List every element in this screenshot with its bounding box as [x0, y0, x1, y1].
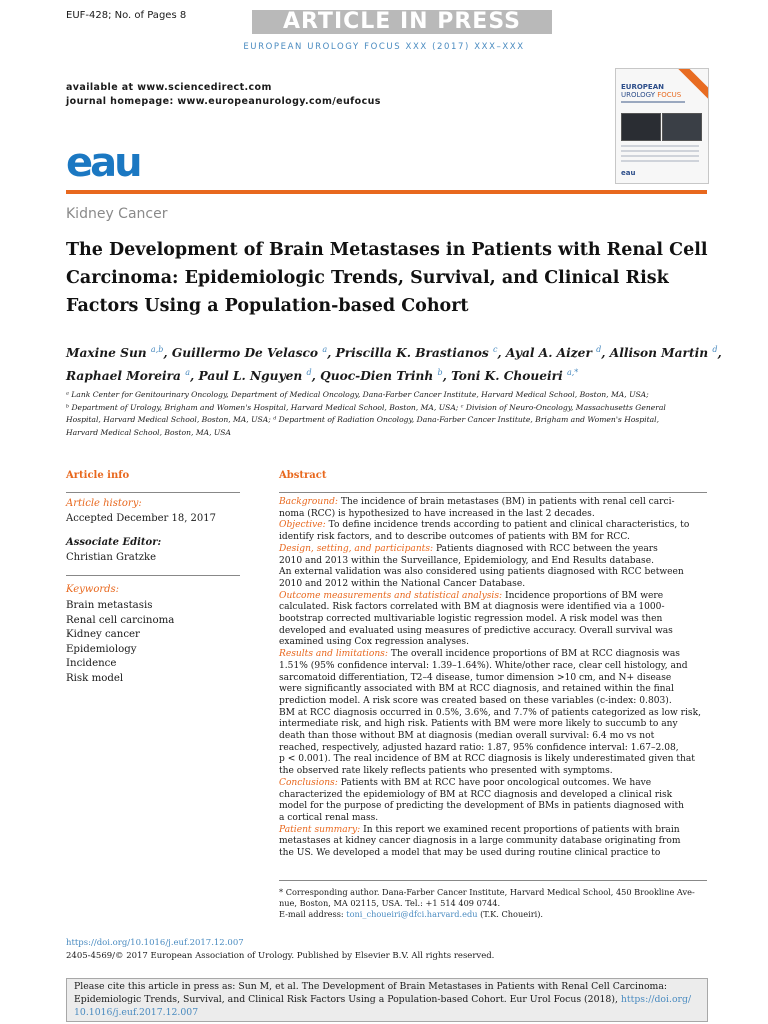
corresponding-author-note [279, 887, 709, 920]
abstract-line: the US. We developed a model that may be used during routine clinical practice to [279, 848, 661, 859]
journal-homepage-link[interactable]: journal homepage: www.europeanurology.com/eufocus [66, 96, 381, 107]
author-name: Guillermo De Velasco [171, 346, 319, 361]
article-history-value: Accepted December 18, 2017 [66, 513, 217, 524]
article-title [66, 236, 716, 320]
author-line: Raphael Moreira $^a$, Paul L. Nguyen $^d$, Quoc-Dien Trinh $^b$, Toni K. Choueiri $^{a,*}$ [66, 368, 579, 384]
abstract-line [279, 825, 709, 837]
corresponding-line: nue, Boston, MA 02115, USA. Tel.: +1 514 409 0744. [279, 898, 501, 908]
abstract-line: developed and evaluated using measures of predictive accuracy. Overall survival was [279, 625, 673, 636]
keyword-item: Renal cell carcinoma [66, 614, 175, 626]
copyright-line: 2405-4569/© 2017 European Association of Urology. Published by Elsevier B.V. All rights reserved. [66, 951, 495, 961]
author-affiliation-marker[interactable]: a,b [150, 345, 164, 354]
article-history-label: Article history: [66, 498, 142, 509]
title-line: The Development of Brain Metastases in Patients with Renal Cell [66, 240, 708, 260]
keyword-item: Epidemiology [66, 643, 137, 655]
author-affiliation-marker[interactable]: a [185, 368, 190, 378]
abstract-line: characterized the epidemiology of BM at RCC diagnosis and developed a clinical risk [279, 789, 673, 800]
keyword-list [66, 599, 174, 687]
abstract-line: were significantly associated with BM at RCC diagnosis, and retained within the final [279, 684, 674, 695]
conclusions-label: Conclusions: [279, 777, 338, 788]
email-link[interactable]: toni_choueiri@dfci.harvard.edu [346, 909, 478, 919]
abstract-text: In this report we examined recent proportions of patients with brain [363, 824, 680, 835]
abstract-text: The overall incidence proportions of BM at RCC diagnosis was [390, 649, 680, 660]
affiliation-line: Harvard Medical School, Boston, MA, USA [66, 427, 231, 437]
abstract-text: To define incidence trends according to patient and clinical characteristics, to [328, 520, 690, 531]
abstract-line: 2010 and 2013 within the Surveillance, Epidemiology, and End Results database. [279, 555, 654, 566]
article-info-rule [66, 492, 240, 493]
cover-title-focus: FOCUS [657, 91, 682, 99]
editor-rule [66, 575, 240, 576]
results-label: Results and limitations: [279, 649, 388, 660]
author-name: Toni K. Choueiri [451, 369, 563, 384]
title-line: Carcinoma: Epidemiologic Trends, Survival, and Clinical Risk [66, 268, 669, 288]
abstract-line [279, 649, 709, 661]
background-label: Background: [279, 497, 338, 507]
cover-title-line2 [621, 91, 681, 99]
citation-doi-link[interactable]: https://doi.org/ [620, 994, 692, 1005]
author-name: Raphael Moreira [66, 369, 181, 384]
keyword-item: Incidence [66, 658, 117, 670]
abstract-text: Patients with BM at RCC have poor oncological outcomes. We have [340, 777, 652, 788]
abstract-line: metastases at kidney cancer diagnosis in a large community database originating from [279, 836, 681, 847]
abstract-line: reached, respectively, adjusted hazard ratio: 1.87, 95% confidence interval: 1.67–2.08, [279, 742, 679, 753]
author-line: Maxine Sun $^{a,b}$, Guillermo De Velasco $^a$, Priscilla K. Brastianos $^c$, Ayal A. Aizer $^d$, Allison Martin $^d$, [66, 345, 722, 361]
patient-summary-label: Patient summary: [279, 824, 361, 835]
abstract-line: examined using Cox regression analyses. [279, 637, 469, 648]
abstract-text: Incidence proportions of BM were [504, 590, 664, 601]
abstract-line: sarcomatoid differentiation, T2–4 disease, tumor dimension >10 cm, and N+ disease [279, 672, 672, 683]
design-label: Design, setting, and participants: [279, 543, 434, 554]
author-affiliation-marker[interactable]: a [322, 345, 328, 354]
outcome-label: Outcome measurements and statistical analysis: [279, 590, 503, 601]
keyword-item: Kidney cancer [66, 629, 140, 641]
author-name: Allison Martin [609, 346, 709, 361]
citation-doi-link-cont[interactable]: 10.1016/j.euf.2017.12.007 [74, 1007, 199, 1018]
abstract-line: 1.51% (95% confidence interval: 1.39–1.64%). White/other race, clear cell histology, and [279, 660, 688, 671]
journal-reference: EUROPEAN UROLOGY FOCUS XXX (2017) XXX–XXX [243, 42, 525, 52]
citation-text [74, 980, 704, 1019]
abstract-line: bootstrap corrected multivariable logistic regression model. A risk model was then [279, 614, 663, 625]
keywords-label: Keywords: [66, 584, 120, 595]
abstract-line: intermediate risk, and high risk. Patients with BM were more likely to succumb to any [279, 719, 678, 730]
author-affiliation-marker[interactable]: d [306, 368, 312, 378]
abstract-rule [279, 492, 707, 493]
citation-text-part: Epidemiologic Trends, Survival, and Clinical Risk Factors Using a Population-based Cohort. Eur Urol Focus (2018), [74, 994, 621, 1005]
abstract-line: a cortical renal mass. [279, 812, 379, 823]
cover-logo: eau [621, 169, 636, 177]
author-affiliation-marker[interactable]: c [492, 345, 498, 354]
sciencedirect-link[interactable]: available at www.sciencedirect.com [66, 82, 272, 93]
cover-title-line1: EUROPEAN [621, 83, 664, 91]
document-id: EUF-428; No. of Pages 8 [66, 10, 187, 21]
abstract-line [279, 520, 709, 532]
abstract-line [279, 591, 709, 603]
citation-line: Please cite this article in press as: Sun M, et al. The Development of Brain Metastases in Patients with Renal Cell Carcinoma: [74, 981, 668, 992]
author-affiliation-marker[interactable]: a,* [566, 368, 579, 378]
doi-link[interactable]: https://doi.org/10.1016/j.euf.2017.12.007 [66, 938, 244, 948]
citation-line [74, 1006, 704, 1019]
affiliations [66, 389, 711, 439]
keyword-item: Risk model [66, 672, 124, 684]
abstract-line: An external validation was also considered using patients diagnosed with RCC between [279, 567, 684, 578]
abstract-line [279, 544, 709, 556]
abstract-line: BM at RCC diagnosis occurred in 0.5%, 3.6%, and 7.7% of patients categorized as low risk, [279, 707, 701, 718]
abstract-body [279, 497, 709, 860]
header-divider [66, 190, 707, 194]
abstract-line: the observed rate likely reflects patients who presented with symptoms. [279, 766, 613, 777]
abstract-line: 2010 and 2012 within the National Cancer Database. [279, 578, 526, 589]
author-list [66, 340, 722, 386]
associate-editor-value: Christian Gratzke [66, 552, 156, 563]
journal-cover-thumbnail[interactable] [615, 68, 709, 184]
author-affiliation-marker[interactable]: d [596, 345, 602, 354]
abstract-line: death than those without BM at diagnosis (median overall survival: 6.4 mo vs not [279, 731, 655, 742]
author-name: Ayal A. Aizer [505, 346, 592, 361]
eau-logo-text: eau [66, 143, 140, 183]
affiliation-line: ᵃ Lank Center for Genitourinary Oncology, Department of Medical Oncology, Dana-Farber Cancer Institute, Harvard Medical School, Boston, MA, USA; [66, 390, 649, 399]
author-name: Priscilla K. Brastianos [335, 346, 489, 361]
affiliation-line: ᵇ Department of Urology, Brigham and Women's Hospital, Harvard Medical School, Boston, MA, USA; ᶜ Division of Neuro-Oncology, Massachusetts General [66, 402, 666, 412]
title-line: Factors Using a Population-based Cohort [66, 296, 469, 316]
abstract-line [279, 778, 709, 790]
abstract-line: calculated. Risk factors correlated with BM at diagnosis were identified via a 1000- [279, 602, 665, 613]
article-info-heading: Article info [66, 470, 130, 481]
affiliation-line: Hospital, Harvard Medical School, Boston, MA, USA; ᵈ Department of Radiation Oncology, Dana-Farber Cancer Institute, Brigham and Women's Hospital, [66, 415, 660, 424]
keyword-item: Brain metastasis [66, 600, 153, 611]
associate-editor-label: Associate Editor: [66, 537, 162, 548]
abstract-line: model for the purpose of predicting the development of BMs in patients diagnosed with [279, 801, 685, 812]
email-prefix: E-mail address: [279, 909, 347, 919]
abstract-text: The incidence of brain metastases (BM) in patients with renal cell carci- [340, 497, 675, 507]
abstract-heading: Abstract [279, 470, 327, 481]
abstract-line: p < 0.001). The real incidence of BM at RCC diagnosis is likely underestimated given that [279, 754, 695, 765]
citation-line [74, 993, 704, 1006]
abstract-line: identify risk factors, and to describe outcomes of patients with BM for RCC. [279, 532, 630, 543]
corresponding-line: * Corresponding author. Dana-Farber Cancer Institute, Harvard Medical School, 450 Brookline Ave- [279, 887, 695, 897]
abstract-text: Patients diagnosed with RCC between the years [435, 543, 658, 554]
cover-subtitle-bar [621, 101, 685, 103]
section-label: Kidney Cancer [66, 206, 168, 222]
article-in-press-text: ARTICLE IN PRESS [282, 9, 522, 34]
cover-text-lines [621, 145, 699, 165]
corresponding-email-line [279, 909, 709, 920]
author-affiliation-marker[interactable]: b [437, 368, 443, 378]
abstract-line: prediction model. A risk score was created based on these variables (c-index: 0.803). [279, 695, 672, 706]
cover-image-scan-right [662, 113, 702, 141]
author-affiliation-marker[interactable]: d [712, 345, 718, 354]
abstract-line: noma (RCC) is hypothesized to have increased in the last 2 decades. [279, 508, 595, 519]
objective-label: Objective: [279, 520, 326, 531]
author-name: Paul L. Nguyen [198, 369, 303, 384]
author-name: Maxine Sun [66, 346, 147, 361]
cover-title-urology: UROLOGY [621, 91, 658, 99]
footnote-rule [279, 880, 707, 881]
eau-logo [66, 143, 146, 183]
abstract-line [279, 497, 709, 509]
cover-image-scan-left [621, 113, 661, 141]
author-name: Quoc-Dien Trinh [320, 369, 434, 384]
email-suffix: (T.K. Choueiri). [477, 909, 544, 919]
